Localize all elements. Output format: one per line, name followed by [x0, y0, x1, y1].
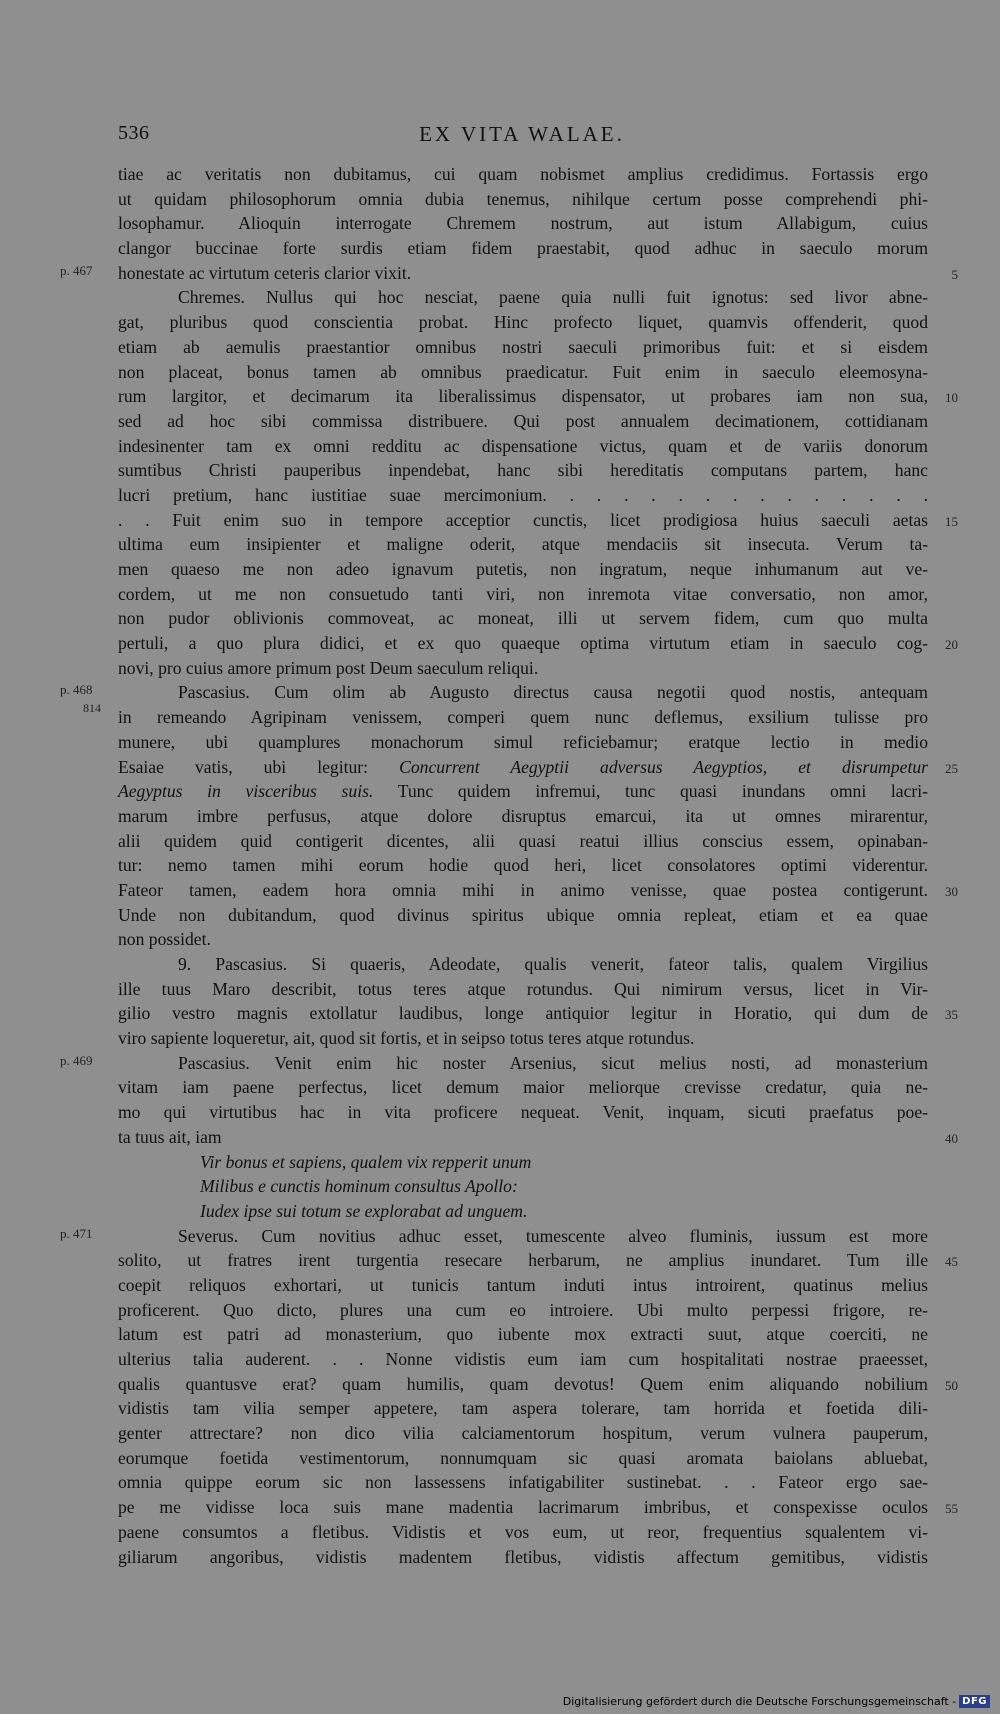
line-text: non pudor oblivionis commoveat, ac moneat, illi ut servem fidem, cum quo multa — [118, 608, 928, 629]
line-text: ille tuus Maro describit, totus teres atque rotundus. Qui nimirum versus, licet in Vir- — [118, 978, 928, 999]
text-line — [118, 483, 928, 508]
line-number: 20 — [945, 637, 958, 653]
line-text: etiam ab aemulis praestantior omnibus nostri saeculi primoribus fuit: et si eisdem — [118, 336, 928, 357]
text-line — [118, 1273, 928, 1298]
page-header — [118, 122, 926, 152]
line-text: genter attrectare? non dico vilia calciamentorum hospitum, verum vulnera pauperum, — [118, 1423, 928, 1444]
line-text: ulterius talia auderent. . . Nonne vidistis eum iam cum hospitalitati nostrae praeesset, — [118, 1349, 928, 1369]
line-text: Pascasius. Cum olim ab Augusto directus causa negotii quod nostis, antequam — [178, 682, 928, 703]
text-line — [118, 434, 928, 459]
line-number: 35 — [945, 1007, 958, 1023]
text-line — [118, 409, 928, 434]
line-number: 50 — [945, 1377, 958, 1393]
line-text: novi, pro cuius amore primum post Deum saeculum reliqui. — [118, 657, 539, 678]
text-line — [118, 211, 928, 236]
line-number: 55 — [945, 1501, 958, 1517]
line-text: in remeando Agripinam venissem, comperi quem nunc deflemus, exsilium tulisse pro — [118, 707, 928, 728]
line-text: lucri pretium, hanc iustitiae suae mercimonium. . . . . . . . . . . . . . . — [118, 484, 928, 505]
line-text: viro sapiente loqueretur, ait, quod sit fortis, et in seipso totus teres atque rotundus. — [118, 1028, 695, 1049]
line-text: Esaiae vatis, ubi legitur: — [118, 756, 400, 777]
line-text: vitam iam paene perfectus, licet demum maior meliorque crevisse credatur, quia ne- — [118, 1077, 928, 1098]
line-text: Iudex ipse sui totum se explorabat ad unguem. — [200, 1200, 528, 1221]
line-text: indesinenter tam ex omni redditu ac dispensatione victus, quam et de variis donorum — [118, 435, 928, 456]
text-line — [118, 1001, 958, 1026]
text-line — [118, 903, 928, 928]
line-text: alii quidem quid contigerit dicentes, alii quasi reatui illius conscius essem, opinaban- — [118, 830, 928, 851]
text-line — [118, 1470, 928, 1495]
text-line — [118, 1248, 958, 1273]
text-line — [118, 1026, 928, 1051]
line-text: . . Fuit enim suo in tempore acceptior cunctis, licet prodigiosa huius saeculi aetas — [118, 509, 928, 530]
line-text: Pascasius. Venit enim hic noster Arsenius, sicut melius nosti, ad monasterium — [178, 1052, 928, 1073]
line-text: solito, ut fratres irent turgentia resecare herbarum, ne amplius inundaret. Tum ille — [118, 1250, 928, 1271]
italic-quote: Aegyptus in visceribus suis. — [118, 781, 374, 802]
line-text: proficerent. Quo dicto, plures una cum eo introiere. Ubi multo perpessi frigore, re- — [118, 1299, 928, 1320]
text-line — [118, 187, 928, 212]
text-line — [118, 1520, 928, 1545]
line-text: gilio vestro magnis extollatur laudibus, longe antiquior legitur in Horatio, qui dum de — [118, 1003, 928, 1024]
line-text: sumtibus Christi pauperibus inpendebat, hanc sibi hereditatis computans partem, hanc — [118, 460, 928, 481]
text-line — [118, 384, 958, 409]
verse-line — [118, 1199, 928, 1224]
margin-page-ref: p. 468 — [60, 682, 93, 698]
text-line — [118, 508, 958, 533]
verse-line — [118, 1150, 928, 1175]
text-line — [118, 285, 928, 310]
line-text: omnia quippe eorum sic non lassessens infatigabiliter sustinebat. . . Fateor ergo sae- — [118, 1472, 928, 1493]
line-number: 25 — [945, 760, 958, 776]
line-text: Tunc quidem infremui, tunc quasi inundans omni lacri- — [373, 781, 928, 802]
margin-page-ref: p. 469 — [60, 1052, 93, 1068]
line-text: munere, ubi quamplures monachorum simul reficiebamur; eratque lectio in medio — [118, 731, 928, 752]
text-line — [118, 631, 958, 656]
text-line — [118, 1495, 958, 1520]
text-line — [118, 335, 928, 360]
line-text: latum est patri ad monasterium, quo iubente mox extracti suut, atque coerciti, ne — [118, 1324, 928, 1345]
italic-quote: Concurrent Aegyptii adversus Aegyptios, et disrumpetur — [399, 756, 928, 777]
margin-page-ref: p. 467 — [60, 262, 93, 278]
text-line — [118, 1446, 928, 1471]
line-text: coepit reliquos exhortari, ut tunicis tantum induti intus introirent, quatinus melius — [118, 1274, 928, 1295]
text-line — [118, 1100, 928, 1125]
text-line — [118, 952, 928, 977]
line-text: ultima eum insipienter et maligne oderit, atque mendaciis sit insecuta. Verum ta- — [118, 534, 928, 555]
line-text: non placeat, bonus tamen ab omnibus praedicatur. Fuit enim in saeculo eleemosyna- — [118, 361, 928, 382]
text-line — [118, 557, 928, 582]
line-text: honestate ac virtutum ceteris clarior vixit. — [118, 262, 412, 283]
page-number: 536 — [118, 122, 150, 144]
text-line — [118, 829, 928, 854]
margin-year: 814 — [83, 701, 101, 716]
text-line — [118, 977, 928, 1002]
text-line — [118, 878, 958, 903]
line-text: cordem, ut me non consuetudo tanti viri, non inremota vitae conversatio, non amor, — [118, 583, 928, 604]
line-text: tiae ac veritatis non dubitamus, cui quam nobismet amplius credidimus. Fortassis ergo — [118, 164, 928, 184]
line-number: 5 — [951, 266, 958, 282]
line-number: 30 — [945, 883, 958, 899]
text-line — [60, 1224, 928, 1249]
text-line — [118, 1545, 928, 1570]
line-text: men quaeso me non adeo ignavum putetis, non ingratum, neque inhumanum aut ve- — [118, 559, 928, 579]
text-line — [118, 1125, 958, 1150]
dfg-logo-icon: DFG — [959, 1695, 990, 1708]
running-head: EX VITA WALAE. — [419, 122, 625, 146]
line-text: sed ad hoc sibi commissa distribuere. Qui post annualem decimationem, cottidianam — [118, 410, 928, 431]
text-line — [60, 261, 958, 286]
line-text: Vir bonus et sapiens, qualem vix repperit unum — [200, 1151, 532, 1172]
line-number: 40 — [945, 1130, 958, 1146]
text-line — [118, 853, 928, 878]
text-line — [118, 1396, 928, 1421]
footer-text: Digitalisierung gefördert durch die Deutsche Forschungsgemeinschaft - — [562, 1695, 957, 1708]
margin-page-ref: p. 471 — [60, 1225, 93, 1241]
line-text: non possidet. — [118, 929, 211, 950]
line-text: giliarum angoribus, vidistis madentem fletibus, vidistis affectum gemitibus, vidistis — [118, 1546, 928, 1567]
line-text: ta tuus ait, iam — [118, 1126, 222, 1147]
line-number: 45 — [945, 1254, 958, 1270]
line-text: rum largitor, et decimarum ita liberalissimus dispensator, ut probares iam non sua, — [118, 386, 928, 407]
line-text: mo qui virtutibus hac in vita proficere nequeat. Venit, inquam, sicuti praefatus poe- — [118, 1102, 928, 1123]
line-text: gat, pluribus quod conscientia probat. Hinc profecto liquet, quamvis offenderit, quod — [118, 312, 928, 333]
text-line — [60, 680, 928, 716]
text-line — [118, 310, 928, 335]
text-line — [118, 606, 928, 631]
line-text: clangor buccinae forte surdis etiam fidem praestabit, quod adhuc in saeculo morum — [118, 238, 928, 259]
text-line — [118, 656, 928, 681]
text-line — [118, 779, 928, 804]
line-text: ut quidam philosophorum omnia dubia tenemus, nihilque certum posse comprehendi phi- — [118, 188, 928, 209]
text-line — [118, 1298, 928, 1323]
text-line — [118, 1075, 928, 1100]
text-line — [118, 755, 958, 780]
line-text: tur: nemo tamen mihi eorum hodie quod heri, licet consolatores optimi viderentur. — [118, 855, 928, 876]
line-text: pertuli, a quo plura didici, et ex quo quaeque optima virtutum etiam in saeculo cog- — [118, 633, 928, 654]
text-line — [118, 458, 928, 483]
text-line — [118, 360, 928, 385]
line-text: vidistis tam vilia semper appetere, tam aspera tolerare, tam horrida et foetida dili- — [118, 1398, 928, 1419]
line-number: 10 — [945, 390, 958, 406]
text-line — [118, 236, 928, 261]
text-line — [118, 162, 928, 187]
line-text: Fateor tamen, eadem hora omnia mihi in animo venisse, quae postea contigerunt. — [118, 879, 928, 900]
text-line — [118, 804, 928, 829]
line-number: 15 — [945, 513, 958, 529]
text-line — [118, 1322, 928, 1347]
line-text: marum imbre perfusus, atque dolore disruptus emarcui, ita ut omnes mirarentur, — [118, 805, 928, 826]
text-line — [118, 730, 928, 755]
line-text: pe me vidisse loca suis mane madentia lacrimarum imbribus, et conspexisse oculos — [118, 1497, 928, 1518]
text-line — [118, 1372, 958, 1397]
text-line — [118, 582, 928, 607]
text-line — [60, 1051, 928, 1076]
footer-credit — [563, 1695, 990, 1708]
line-text: Chremes. Nullus qui hoc nesciat, paene quia nulli fuit ignotus: sed livor abne- — [178, 287, 928, 308]
line-text: qualis quantusve erat? quam humilis, quam devotus! Quem enim aliquando nobilium — [118, 1373, 928, 1394]
line-text: Severus. Cum novitius adhuc esset, tumescente alveo fluminis, iussum est more — [178, 1225, 928, 1246]
line-text: Milibus e cunctis hominum consultus Apollo: — [200, 1176, 518, 1197]
text-line — [118, 532, 928, 557]
text-line — [118, 927, 928, 952]
body-text — [60, 162, 958, 1569]
line-text: paene consumtos a fletibus. Vidistis et vos eum, ut reor, frequentius squalentem vi- — [118, 1521, 928, 1542]
line-text: losophamur. Alioquin interrogate Chremem nostrum, aut istum Allabigum, cuius — [118, 213, 928, 234]
text-line — [118, 1347, 928, 1372]
text-line — [118, 705, 928, 730]
line-text: eorumque foetida vestimentorum, nonnumquam sic quasi aromata baiolans abluebat, — [118, 1447, 928, 1468]
line-text: 9. Pascasius. Si quaeris, Adeodate, qualis venerit, fateor talis, qualem Virgilius — [178, 954, 928, 974]
verse-line — [118, 1174, 928, 1199]
text-line — [118, 1421, 928, 1446]
line-text: Unde non dubitandum, quod divinus spiritus ubique omnia repleat, etiam et ea quae — [118, 904, 928, 925]
